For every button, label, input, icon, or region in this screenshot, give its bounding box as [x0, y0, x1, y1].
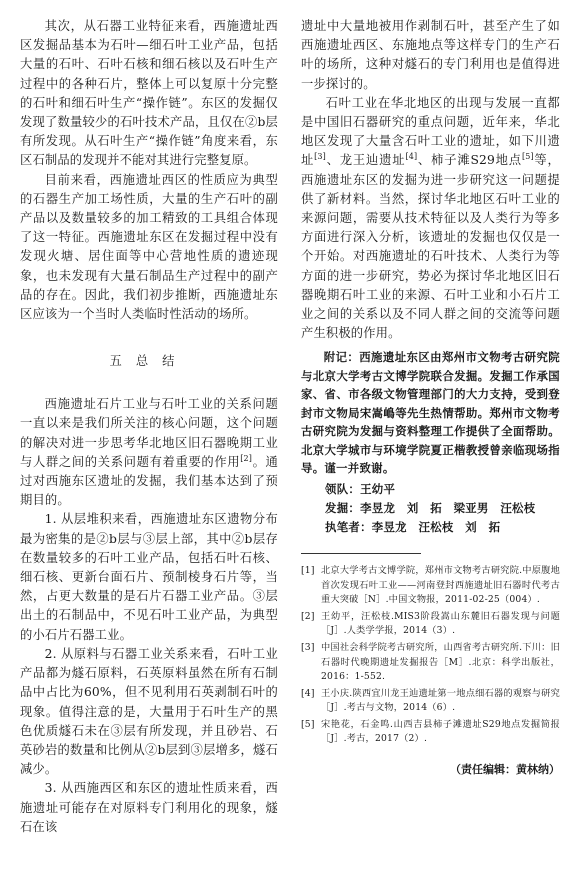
summary-item-3: 3. 从西施西区和东区的遗址性质来看，西施遗址可能存在对原料专门利用化的现象，燧石在该	[20, 781, 278, 834]
blade-text-4: 等，西施遗址东区的发掘为进一步研究这一问题提供了新材料。当然，探讨华北地区石叶工业的来源问题，需要从技术特征以及人类行为等多方面进行深入分析，该遗址的发掘也仅仅是一个开始。对西施遗址的石叶技术、人类行为等方面的进一步研究，势必为探讨华北地区旧石器晚期石叶工业的来源、石叶工业和小石片工业之间的关系以及不同人群之间的交流等问题产生积极的作用。	[301, 153, 561, 341]
citation-3: [3]	[314, 152, 326, 162]
summary-item-1: 1. 从层堆积来看，西施遗址东区遗物分布最为密集的是②b层与③层上部，其中②b层存在数量较多的石叶工业产品，包括石叶石核、细石核、更新台面石片、预制棱身石片等，当然，占更大数量的是石片石器工业产品。③层出土的石制品中，不见石叶工业产品，为典型的小石片石器工业。	[20, 512, 278, 642]
paragraph-summary-intro	[20, 395, 278, 510]
left-column	[20, 0, 278, 837]
citation-4: [4]	[405, 152, 418, 162]
credit-excavation: 发掘：李昱龙 刘 拓 梁亚男 汪松枝	[325, 500, 536, 515]
section-heading-summary: 五总结	[109, 354, 189, 369]
paragraph-continued: 遗址中大量地被用作剥制石叶，甚至产生了如西施遗址西区、东施地点等这样专门的生产石叶的场所，这种对燧石的专门利用也是值得进一步探讨的。	[301, 19, 560, 91]
reference-item	[301, 687, 560, 716]
reference-item	[301, 641, 560, 685]
reference-text: 王小庆.陕西宜川龙王辿遗址第一地点细石器的观察与研究［J］.考古与文物，2014（6）.	[321, 687, 560, 714]
reference-text: 北京大学考古文博学院，郑州市文物考古研究院.中原腹地首次发现石叶工业——河南登封西施遗址旧石器时代考古重大突破［N］.中国文物报，2011-02-25（004）.	[321, 564, 560, 606]
paragraph-site-nature: 目前来看，西施遗址西区的性质应为典型的石器生产加工场性质，大量的生产石叶的副产品以及数量较多的加工精致的工具组合体现了这一特征。西施遗址东区在发掘过程中没有发现火塘、居住面等中心营地性质的遗迹现象，也未发现有大量石制品生产过程中的副产品的存在。因此，我们初步推断，西施遗址东区应该为一个当时人类临时性活动的场所。	[20, 172, 278, 322]
reference-number: [1]	[301, 564, 315, 576]
reference-item	[301, 564, 560, 608]
reference-number: [4]	[301, 687, 315, 699]
reference-divider	[301, 553, 421, 554]
reference-text: 王幼平，汪松枝.MIS3阶段嵩山东麓旧石器发现与问题［J］.人类学学报，2014（3）.	[321, 610, 560, 637]
summary-intro-text-end: 。通过对西施东区遗址的发掘，我们基本达到了预期目的。	[20, 454, 278, 508]
paragraph-industry-features: 其次，从石器工业特征来看，西施遗址西区发掘品基本为石叶—细石叶工业产品，包括大量的石叶、石叶石核和细石核以及石叶生产过程中的各种石片，整体上可以复原十分完整的石叶和细石叶生产“操作链”。东区的发掘仅发现了数量较少的石叶技术产品，且仅在②b层有所发现。从石叶生产“操作链”角度来看，东区石制品的发现并不能对其进行完整复原。	[20, 19, 278, 168]
blade-text-3: 、柿子滩S29地点	[417, 153, 522, 168]
right-column	[301, 0, 560, 777]
acknowledgement: 附记：西施遗址东区由郑州市文物考古研究院与北京大学考古文博学院联合发掘。发掘工作承国家、省、市各级文物管理部门的大力支持，受到登封市文物局宋嵩嶋等先生热情帮助。郑州市文物考古研究院为发掘与资料整理工作提供了全面帮助。北京大学城市与环境学院夏正楷教授曾亲临现场指导。谨一并致谢。	[301, 350, 560, 476]
summary-intro-text: 西施遗址石片工业与石叶工业的关系问题一直以来是我们所关注的核心问题，这个问题的解决对进一步思考华北地区旧石器晚期工业与人群之间的关系问题有着重要的作用	[20, 397, 278, 469]
reference-list	[301, 564, 560, 747]
reference-text: 宋艳花，石金鸣.山西吉县柿子滩遗址S29地点发掘简报［J］.考古，2017（2）.	[321, 718, 560, 745]
reference-number: [5]	[301, 718, 315, 730]
blade-text-2: 、龙王辿遗址	[325, 153, 406, 168]
reference-number: [2]	[301, 610, 315, 622]
reference-item	[301, 610, 560, 639]
reference-text: 中国社会科学院考古研究所，山西省考古研究所.下川：旧石器时代晚期遗址发掘报告［M］.北京：科学出版社，2016：1-552.	[321, 641, 560, 683]
credit-leader: 领队：王幼平	[325, 481, 396, 496]
credit-writers: 执笔者：李昱龙 汪松枝 刘 拓	[325, 519, 501, 534]
responsible-editor: （责任编辑：黄林纳）	[450, 763, 560, 777]
reference-number: [3]	[301, 641, 315, 653]
citation-2: [2]	[240, 453, 253, 463]
summary-item-2: 2. 从原料与石器工业关系来看，石叶工业产品都为燧石原料，石英原料虽然在所有石制品中占比为60%，但不见利用石英剥制石叶的现象。值得注意的是，大量用于石叶生产的黑色优质燧石未在③层有所发现，并且砂岩、石英砂岩的数量和比例从②b层到③层增多，燧石减少。	[20, 646, 278, 777]
reference-item	[301, 718, 560, 747]
citation-5: [5]	[521, 152, 534, 162]
paragraph-blade-industry	[301, 94, 560, 344]
blade-text-1: 石叶工业在华北地区的出现与发展一直都是中国旧石器研究的重点问题，近年来，华北地区发现了大量含石叶工业的遗址，如下川遗址	[301, 95, 560, 168]
